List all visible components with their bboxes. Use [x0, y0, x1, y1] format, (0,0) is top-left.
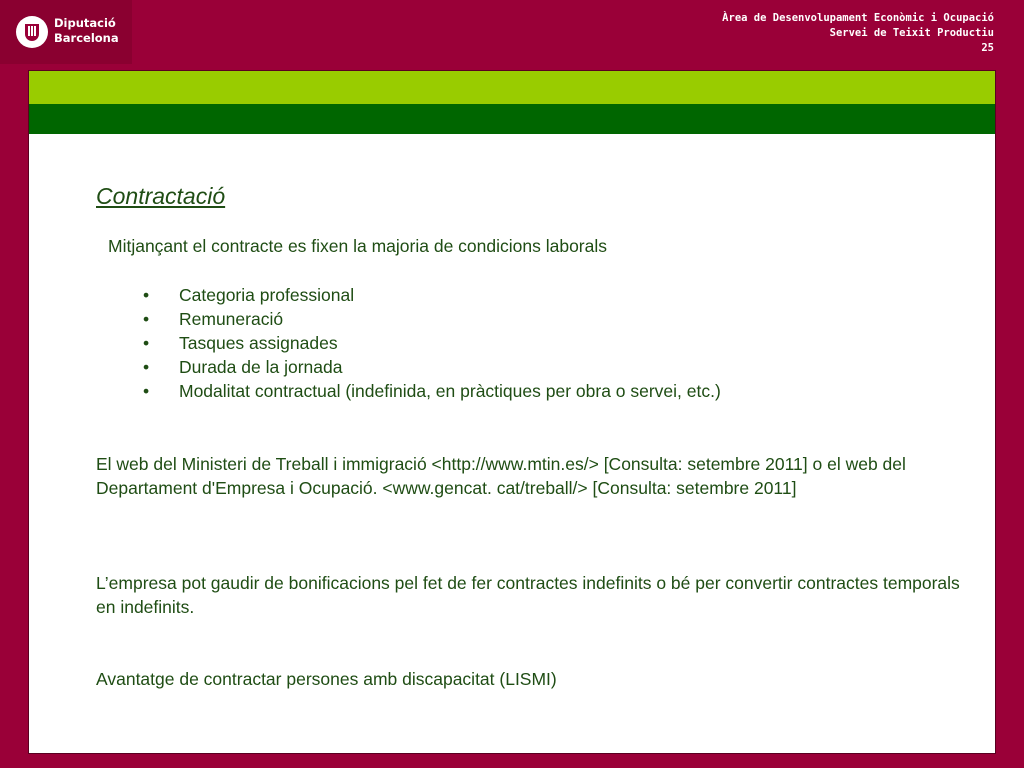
lismi-paragraph: Avantatge de contractar persones amb discapacitat (LISMI): [96, 669, 557, 689]
diputacio-logo: [0, 0, 132, 64]
slide-title: Contractació: [96, 183, 226, 209]
area-name: Àrea de Desenvolupament Econòmic i Ocupació: [722, 12, 994, 24]
header-band-dark: [29, 104, 995, 134]
list-item: [143, 283, 721, 307]
logo-line-2: Barcelona: [54, 31, 119, 45]
bonuses-paragraph: L’empresa pot gaudir de bonificacions pel fet de fer contractes indefinits o bé per convertir contractes temporals en indefinits.: [96, 573, 960, 617]
list-item: [143, 307, 721, 331]
bullet-text: Tasques assignades: [179, 333, 338, 353]
bullet-icon: •: [143, 381, 150, 401]
header-info: [722, 11, 994, 56]
ministry-web-paragraph: El web del Ministeri de Treball i immigració <http://www.mtin.es/> [Consulta: setembre 2011] o el web del Departament d'Empresa i Ocupació. <www.gencat. cat/treball/> [Consulta: setembre 2011]: [96, 454, 906, 498]
logo-line-1: Diputació: [54, 16, 116, 30]
intro-text: Mitjançant el contracte es fixen la majoria de condicions laborals: [108, 236, 608, 256]
page-number: 25: [981, 42, 994, 54]
bullet-icon: •: [143, 357, 150, 377]
bullet-text: Remuneració: [179, 309, 284, 329]
bullet-icon: •: [143, 309, 150, 329]
service-name: Servei de Teixit Productiu: [829, 27, 994, 39]
bullet-icon: •: [143, 285, 150, 305]
list-item: [143, 331, 721, 355]
bullet-text: Categoria professional: [179, 285, 355, 305]
bullet-text: Modalitat contractual (indefinida, en pràctiques per obra o servei, etc.): [179, 381, 721, 401]
list-item: [143, 355, 721, 379]
logo-text: [54, 16, 119, 46]
bullet-list: [143, 283, 721, 403]
slide-content: [28, 70, 996, 754]
list-item: [143, 379, 721, 403]
bullet-text: Durada de la jornada: [179, 357, 343, 377]
bullet-icon: •: [143, 333, 150, 353]
diputacio-emblem-icon: [15, 15, 49, 49]
header-band-light: [29, 71, 995, 104]
